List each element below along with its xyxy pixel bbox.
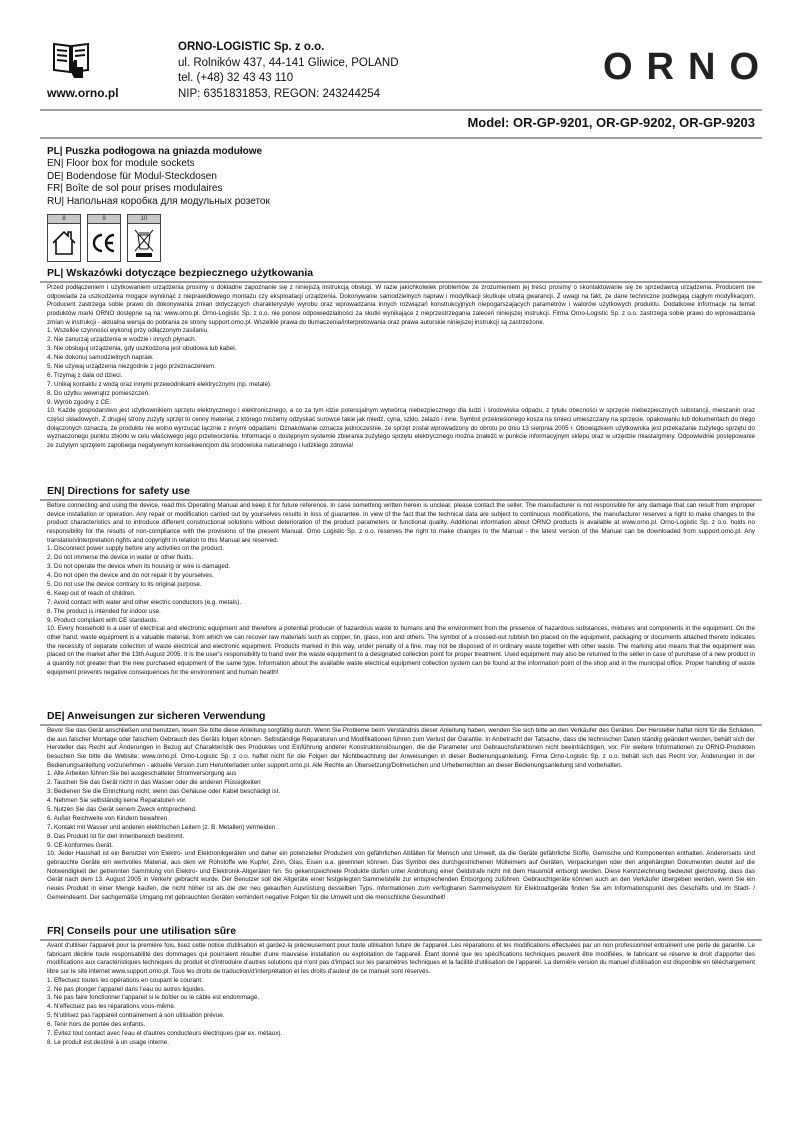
list-item: 7. Avoid contact with water and other electric conductors (e.g. metals). (47, 598, 242, 606)
list-item: 5. N'utilisez pas l'appareil contrairement à son utilisation prévue. (47, 1012, 225, 1020)
company-phone: tel. (+48) 32 43 43 110 (178, 72, 294, 84)
list-item: 8. Das Produkt ist für den Innenbereich bestimmt. (47, 832, 185, 840)
symbol-number: 8 (48, 215, 80, 224)
intro-paragraph: Before connecting and using the device, read this Operating Manual and keep it for future reference. In case something written herein is unclear, please contact the seller. The manufacturer is not responsible for any damage that can result from improper device installation or operation. Any repair or modification carried out by yourselves results in loss of guarantee. In view of the fact that the technical data are subject to continuous modifications, the manufacturer reserves a right to make changes to the product characteristics and to introduce different constructional solutions without deterioration of the product parameters or functional quality. Additional information about ORNO products is available at www.orno.pl. Orno-Logistic Sp. z o.o. holds no responsibility for the results of non-compliance with the provisions of the present Manual. Orno Logistic Sp. z o.o. reserves the right to make changes to the Manual - the latest version of the Manual can be downloaded from support.orno.pl. Any translation/interpretation rights and copyright in relation to this Manual are reserved. (47, 502, 755, 544)
list-item: 5. Nutzen Sie das Gerät seinem Zweck entsprechend. (47, 805, 197, 813)
divider (40, 137, 762, 139)
list-item: 1. Alle Arbeiten führen Sie bei ausgeschalteter Stromversorgung aus (47, 770, 237, 778)
list-item: 3. Ne pas faire fonctionner l'appareil si le boîtier ou le câble est endommagé. (47, 994, 260, 1002)
list-item: 1. Wszelkie czynności wykonuj przy odłączonym zasilaniu. (47, 327, 209, 335)
list-item: 1. Effectuez toutes les opérations en coupant le courant. (47, 976, 203, 984)
symbol-number: 10 (128, 215, 160, 224)
list-item: 6. Keep out of reach of children. (47, 589, 136, 597)
divider (40, 109, 762, 111)
symbol-weee (127, 214, 161, 262)
intro-paragraph: Przed podłączeniem i użytkowaniem urządzenia prosimy o dokładne zapoznanie się z niniejszą instrukcją obsługi. W razie jakichkolwiek problemów ze zrozumieniem jej treści prosimy o skontaktowanie się ze sprzedawcą urządzenia. Producent nie odpowiada za uszkodzenia mogące wyniknąć z nieprawidłowego montażu czy eksploatacji urządzenia. Dokonywanie samodzielnych napraw i modyfikacji skutkuje utratą gwarancji. Z uwagi na fakt, że dane techniczne podlegają ciągłym modyfikacjom, Producent zastrzega sobie prawo do dokonywania zmian dotyczących charakterystyki wyrobu oraz wprowadzania innych rozwiązań konstrukcyjnych niepogarszających parametrów i walorów użytkowych produktu. Dodatkowe informacje na temat produktów marki ORNO dostępne są na: www.orno.pl. Orno-Logistic Sp. z o.o. nie ponosi odpowiedzialności za skutki wynikające z nieprzestrzegania zaleceń niniejszej instrukcji. Firma Orno-Logistic Sp. z o.o. zastrzega sobie prawo do wprowadzania zmian w instrukcji - aktualna wersja do pobrania ze strony support.orno.pl. Wszelkie prawa do tłumaczenia/interpretowania oraz prawa autorskie niniejszej instrukcji są zastrzeżone. (47, 284, 755, 326)
ce-mark-icon (91, 227, 117, 257)
orno-logo: ORNO (603, 46, 773, 88)
weee-paragraph: 10. Każde gospodarstwo jest użytkownikiem sprzętu elektrycznego i elektronicznego, a co za tym idzie potencjalnym wytwórcą niebezpiecznego dla ludzi i środowiska odpadu, z tytułu obecności w sprzęcie niebezpiecznych substancji, mieszanin oraz części składowych. Z drugiej strony zużyty sprzęt to cenny materiał, z którego możemy odzyskać surowce takie jak miedź, cyna, szkło, żelazo i inne. Symbol przekreślonego kosza na śmieci umieszczany na sprzęcie, opakowaniu lub dokumentach do niego dołączonych oznacza, że produktu nie wolno wyrzucać łącznie z innymi odpadami. Oznakowanie oznacza jednocześnie, że sprzęt został wprowadzony do obrotu po dniu 13 sierpnia 2005 r. Obowiązkiem użytkownika jest przekazanie zużytego sprzętu do wyznaczonego punktu zbiórki w celu właściwego jego przetworzenia. Informacje o dostępnym systemie zbierania zużytego sprzętu elektrycznego można znaleźć w punkcie informacyjnym sklepu oraz w urzędzie miasta/gminy. Odpowiednie postępowanie ze zużytym sprzętem zapobiega negatywnym konsekwencjom dla środowiska naturalnego i ludzkiego zdrowia! (47, 407, 755, 450)
list-item: 4. N'effectuez pas les réparations vous-même. (47, 1003, 176, 1011)
list-item: 8. The product is intended for indoor use. (47, 607, 161, 615)
divider (40, 499, 762, 501)
list-item: 6. Außer Reichweite von Kindern bewahren. (47, 814, 169, 822)
symbol-row (47, 214, 161, 262)
divider (40, 724, 762, 726)
list-item: 4. Nie dokonuj samodzielnych napraw. (47, 354, 154, 361)
list-item: 5. Do not use the device contrary to its original purpose. (47, 580, 202, 588)
list-item: 2. Ne pas plonger l'appareil dans l'eau ou autres liquides. (47, 985, 206, 993)
symbol-ce (87, 214, 121, 262)
read-manual-icon (52, 40, 90, 83)
list-item: 7. Évitez tout contact avec l'eau et d'autres conducteurs électriques (par ex. métaux). (47, 1030, 283, 1038)
company-tax-ids: NIP: 6351831853, REGON: 243244254 (178, 87, 381, 100)
divider (40, 281, 762, 283)
intro-paragraph: Avant d'utiliser l'appareil pour la première fois, lisez cette notice d'utilisation et gardez-la précieusement pour toute utilisation future de l'appareil. Les réparations et les modifications effectuées par un non professionnel entraînent une perte de garantie. Le fabricant décline toute responsabilité des dommages qui pourraient résulter d'une mauvaise installation ou exploitation de l'appareil. Étant donné que les spécifications techniques peuvent être modifiées, le fabricant se réserve le droit d'apporter des modifications aux caractéristiques techniques du produit et d'introduire d'autres solutions qui n'ont pas d'impact sur les paramètres techniques et la facilité d'utilisation de l'appareil. La dernière version du manuel d'utilisation est disponible en téléchargement libre sur le site internet www.support.orno.pl. Tous les droits de traduction/d'interprétation et les droits d'auteur de ce manuel sont réservés. (47, 942, 755, 975)
section-heading-de: DE| Anweisungen zur sicheren Verwendung (47, 710, 266, 722)
model-number: Model: OR-GP-9201, OR-GP-9202, OR-GP-9203 (467, 115, 755, 130)
title-pl: PL| Puszka podłogowa na gniazda modułowe (47, 146, 263, 157)
list-item: 4. Nehmen Sie selbständig keine Reparaturen vor. (47, 797, 187, 804)
title-en: EN| Floor box for module sockets (47, 158, 195, 170)
intro-paragraph: Bevor Sie das Gerät anschließen und benutzen, lesen Sie bitte diese Anleitung sorgfältig durch. Wenn Sie Probleme beim Verständnis dieser Anleitung haben, wenden Sie sich bitte an den Verkäufer des Gerätes. Der Hersteller haftet nicht für die Schäden, die aus falscher Montage oder falschem Gebrauch des Geräts folgen können. Selbständige Reparaturen und Modifikationen führen zum Verlust der Garantie. In Anbetracht der Tatsache, dass die technischen Daten ständig geändert werden, behält sich der Hersteller das Recht auf Änderungen in Bezug auf Charakteristik des Produktes und Einführung anderer Konstruktionslösungen, die die Parameter und Gebrauchsfunktionen nicht beeinträchtigen, vor. Für weitere Informationen zu ORNO-Produkten besuchen Sie bitte die Website: www.orno.pl. Orno-Logistic Sp. z o.o. haftet nicht für die Folgen der Nichtbeachtung der Anweisungen in dieser Bedienungsanleitung. Firma Orno-Logistic Sp. z o.o. behält sich das Recht vor, Änderungen in der Bedienungsanleitung vorzunehmen - aktuelle Version zum Herunterladen unter support.orno.pl. Alle Rechte an Übersetzung/Dolmetschen und Urheberrechten an dieser Bedienungsanleitung sind vorbehalten. (47, 727, 755, 769)
list-item: 6. Trzymaj z dala od dzieci. (47, 371, 123, 379)
indoor-house-icon (51, 227, 77, 257)
list-item: 5. Nie używaj urządzenia niezgodnie z jego przeznaczeniem. (47, 362, 216, 370)
list-item: 3. Do not operate the device when its housing or wire is damaged. (47, 563, 231, 571)
section-fr (47, 942, 755, 1048)
website-link[interactable]: www.orno.pl (47, 86, 119, 100)
list-item: 6. Tenir hors de portée des enfants. (47, 1021, 146, 1029)
list-item: 4. Do not open the device and do not repair it by yourselves. (47, 572, 214, 579)
list-item: 9. Wyrób zgodny z CE. (47, 398, 111, 406)
title-ru: RU| Напольная коробка для модульных розеток (47, 195, 270, 207)
symbol-number: 9 (88, 215, 120, 224)
symbol-indoor (47, 214, 81, 262)
list-item: 1. Disconnect power supply before any activities on the product. (47, 545, 224, 553)
list-item: 7. Unikaj kontaktu z wodą oraz innymi przewodnikami elektrycznymi (np. metale). (47, 380, 272, 388)
section-de (47, 727, 755, 902)
section-heading-fr: FR| Conseils pour une utilisation sûre (47, 925, 237, 937)
product-titles (47, 146, 270, 208)
company-info (178, 40, 399, 102)
list-item: 7. Kontakt mit Wasser und anderen elektrischen Leitern (z. B. Metallen) vermeiden. (47, 823, 278, 831)
section-pl (47, 284, 755, 451)
list-item: 3. Nie obsługuj urządzenia, gdy uszkodzona jest obudowa lub kabel. (47, 345, 237, 353)
section-en (47, 502, 755, 677)
weee-paragraph: 10. Jeder Haushalt ist ein Benutzer von Elektro- und Elektronikgeräten und daher ein potenzieller Produzent von gefährlichen Abfällen für Mensch und Umwelt, da die Geräte gefährliche Stoffe, Gemische und Komponenten enthalten. Andererseits sind gebrauchte Geräte ein wertvolles Material, aus dem wir Rohstoffe wie Kupfer, Zinn, Glas, Eisen u.a. gewinnen können. Das Symbol des durchgestrichenen Mülleimers auf Geräten, Verpackungen oder den angehängten Dokumenten deutet auf die Notwendigkeit der getrennten Sammlung von Elektro- und Elektronik-Altgeräten hin. So gekennzeichnete Produkte dürfen unter Androhung einer Geldstrafe nicht mit dem Hausmüll entsorgt werden. Diese Kennzeichnung bedeutet gleichzeitig, dass das Gerät nach dem 13. August 2005 in Verkehr gebracht wurde. Der Benutzer soll die Altgeräte einer festgelegten Sammelstelle zur entsprechenden Entsorgung zuführen. Gebrauchtgeräte können auch an den Verkäufer übergeben werden, wenn Sie ein neues Produkt in einer Menge kaufen, die nicht höher ist als die der neu gekauften Ausrüstung desselben Typs. Informationen zum verfügbaren Sammelsystem für Elektroaltgeräte finden Sie am Informationspunkt des Geschäfts und im Stadt- / Gemeindeamt. Der sachgemäße Umgang mit gebrauchten Geräten verhindert negative Folgen für die Umwelt und die menschliche Gesundheit! (47, 850, 755, 901)
list-item: 2. Do not immerse the device in water or other fluids. (47, 554, 194, 562)
company-address: ul. Rolników 437, 44-141 Gliwice, POLAND (178, 56, 399, 69)
title-de: DE| Bodendose für Modul-Steckdosen (47, 170, 217, 182)
section-heading-en: EN| Directions for safety use (47, 485, 190, 497)
weee-paragraph: 10. Every household is a user of electrical and electronic equipment and therefore a potential producer of hazardous waste to humans and the environment from the presence of hazardous substances, mixtures and components in the equipment. On the other hand, waste equipment is a valuable material, from which we can recover raw materials such as copper, tin, glass, iron and others. The symbol of a crossed-out rubbish bin placed on the equipment, packaging or documents attached thereto indicates the necessity of separate collection of waste electrical and electronic equipment. Products marked in this way, under penalty of a fine, may not be disposed of in ordinary waste together with other waste. The marking also means that the equipment was placed on the market after the 13th August 2005. It is the user's responsibility to hand over the waste equipment to a designated collection point for proper treatment. Used equipment may also be returned to the seller in case of purchase of a new product in a quantity not greater than the new purchased equipment of the same type. Information about the available waste electrical equipment collection system can be found at the information point of the shop and in the municipal office. Proper handling of waste equipment prevents negative consequences for the environment and human health! (47, 625, 755, 676)
list-item: 9. CE-konformes Gerät. (47, 841, 113, 849)
company-name: ORNO-LOGISTIC Sp. z o.o. (178, 41, 325, 53)
list-item: 8. Do użytku wewnątrz pomieszczeń. (47, 389, 150, 397)
section-heading-pl: PL| Wskazówki dotyczące bezpiecznego użytkowania (47, 267, 314, 279)
list-item: 3. Bedienen Sie die Einrichtung nicht, wenn das Gehäuse oder Kabel beschädigt ist. (47, 788, 281, 796)
divider (40, 939, 762, 941)
list-item: 2. Tauchen Sie das Gerät nicht in das Wasser oder die anderen Flüssigkeiten (47, 779, 261, 787)
weee-crossed-bin-icon (131, 227, 157, 259)
list-item: 9. Product compliant with CE standards. (47, 616, 159, 624)
title-fr: FR| Boîte de sol pour prises modulaires (47, 183, 223, 195)
list-item: 2. Nie zanurzaj urządzenia w wodzie i innych płynach. (47, 336, 197, 344)
list-item: 8. Le produit est destiné à un usage interne. (47, 1038, 169, 1046)
